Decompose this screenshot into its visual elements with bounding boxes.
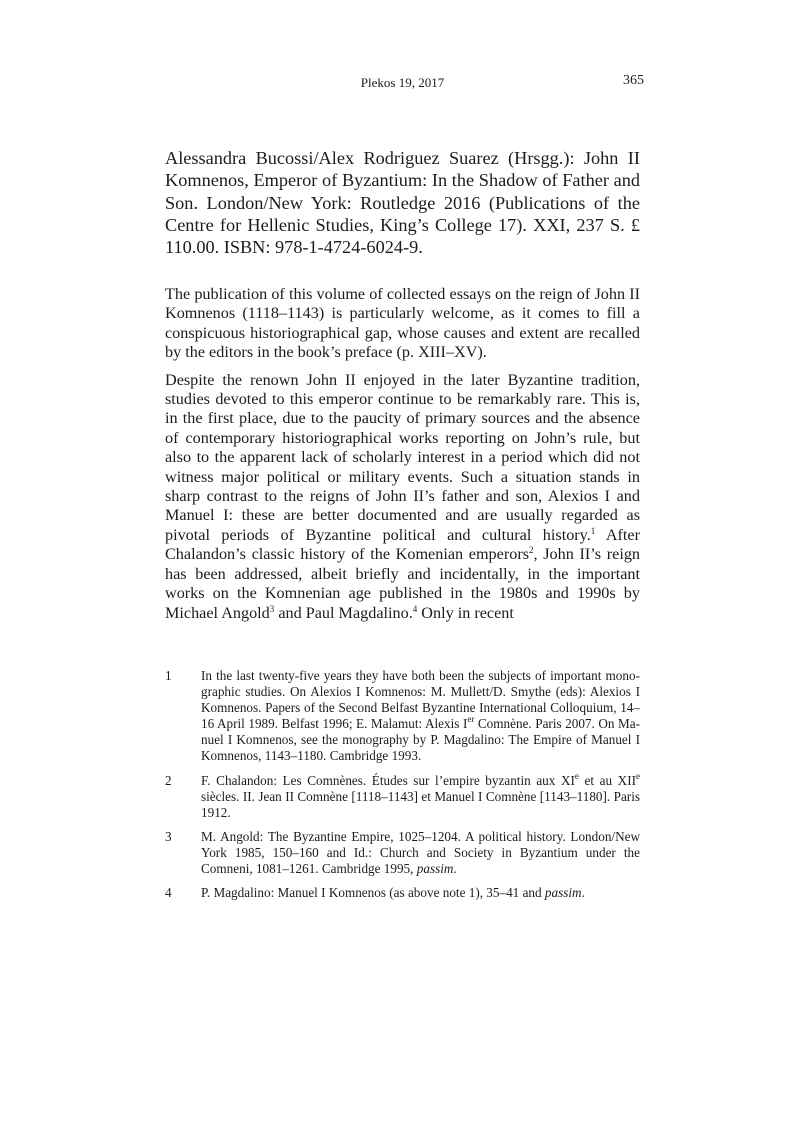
paragraph-1: The publication of this volume of collected essays on the reign of John II Komnenos (1118–1143) is particularly welcome, as it comes to fill a conspicuous historiographical gap, whose causes and extent are recalled by the editors in the book’s preface (p. XIII–XV).: [165, 285, 640, 362]
footnote-ref-3[interactable]: 3: [269, 603, 275, 614]
footnote-ref-4[interactable]: 4: [412, 603, 418, 614]
paragraph-2: [165, 371, 640, 623]
running-head: [165, 73, 644, 93]
footnote-number: 3: [165, 828, 172, 844]
footnote-text-part: Comnène. Paris 2007. On Manuel I Komnenos, see the monography by P. Magdalino: The Empire of Manuel I Komnenos, 1143–1180. Cambridge 1993.: [201, 716, 640, 764]
book-citation: Alessandra Bucossi/Alex Rodriguez Suarez (Hrsgg.): John II Komnenos, Emperor of Byzantium: In the Shadow of Father and Son. London/New York: Routledge 2016 (Publications of the Centre for Hellenic Studies, King’s College 17). XXI, 237 S. £ 110.00. ISBN: 978-1-4724-6024-9.: [165, 148, 640, 258]
footnote-text-part: .: [453, 861, 457, 877]
superscript: e: [635, 770, 640, 781]
footnote-number: 2: [165, 772, 172, 788]
footnote-text: [201, 885, 585, 900]
footnote-text: [201, 770, 640, 820]
footnote-number: 4: [165, 885, 172, 901]
paragraph-2-text: and Paul Magdalino.: [274, 603, 413, 622]
footnotes: [165, 668, 640, 909]
paragraph-2-text: After Chalandon’s classic history of the Komenian emperors: [165, 525, 641, 564]
paragraph-2-text: Only in recent: [417, 603, 514, 622]
italic-term: passim: [544, 885, 582, 901]
footnote-2: [165, 770, 640, 821]
footnote-ref-1[interactable]: 1: [590, 525, 596, 536]
superscript: e: [574, 770, 579, 781]
footnote-text-part: .: [581, 885, 585, 901]
page-number: 365: [623, 73, 644, 88]
italic-term: passim: [416, 861, 454, 877]
footnote-text-part: et au XII: [578, 772, 636, 788]
review-body: [165, 285, 640, 631]
footnote-text: [201, 668, 640, 763]
superscript: er: [467, 714, 475, 725]
footnote-number: 1: [165, 668, 172, 683]
footnote-text-part: In the last twenty-five years they have both been the subjects of important monographic studies. On Alexios I Komnenos: M. Mullett/D. Smythe (eds): Alexios I Komnenos. Papers of the Second Belfast Byzantine International Colloquium, 14–16 April 1989. Belfast 1996; E. Malamut: Alexis I: [201, 668, 640, 732]
journal-title: Plekos 19, 2017: [360, 75, 445, 90]
footnote-text-part: M. Angold: The Byzantine Empire, 1025–1204. A political history. London/New York 1985, 150–160 and Id.: Church and Society in Byzantium under the Comneni, 1081–1261. Cambridge 1995,: [201, 828, 640, 877]
footnote-3: [165, 829, 640, 877]
footnote-text-part: siècles. II. Jean II Comnène [1118–1143] et Manuel I Comnène [1143–1180]. Paris 1912.: [201, 788, 640, 820]
paragraph-2-text: , John II’s reign has been addressed, albeit briefly and incidentally, in the important works on the Komnenian age published in the 1980s and 1990s by Michael Angold: [165, 545, 641, 622]
footnote-4: [165, 885, 640, 901]
footnote-text-part: F. Chalandon: Les Comnènes. Études sur l’empire byzantin aux XI: [201, 772, 575, 788]
footnote-text-part: P. Magdalino: Manuel I Komnenos (as above note 1), 35–41 and: [201, 885, 545, 901]
paragraph-2-text: Despite the renown John II enjoyed in the later Byzantine tradition, studies devoted to this emperor continue to be remarkably rare. This is, in the first place, due to the paucity of primary sources and the absence of contemporary historiographical works reporting on John’s rule, but also to the apparent lack of scholarly interest in a period which did not witness major political or military events. Such a situation stands in sharp contrast to the reigns of John II’s father and son, Alexios I and Manuel I: these are better documented and are usually regarded as pivotal periods of Byzantine political and cultural history.: [165, 370, 640, 544]
footnote-text: [201, 829, 640, 876]
footnote-1: [165, 668, 640, 765]
footnote-ref-2[interactable]: 2: [529, 545, 534, 556]
